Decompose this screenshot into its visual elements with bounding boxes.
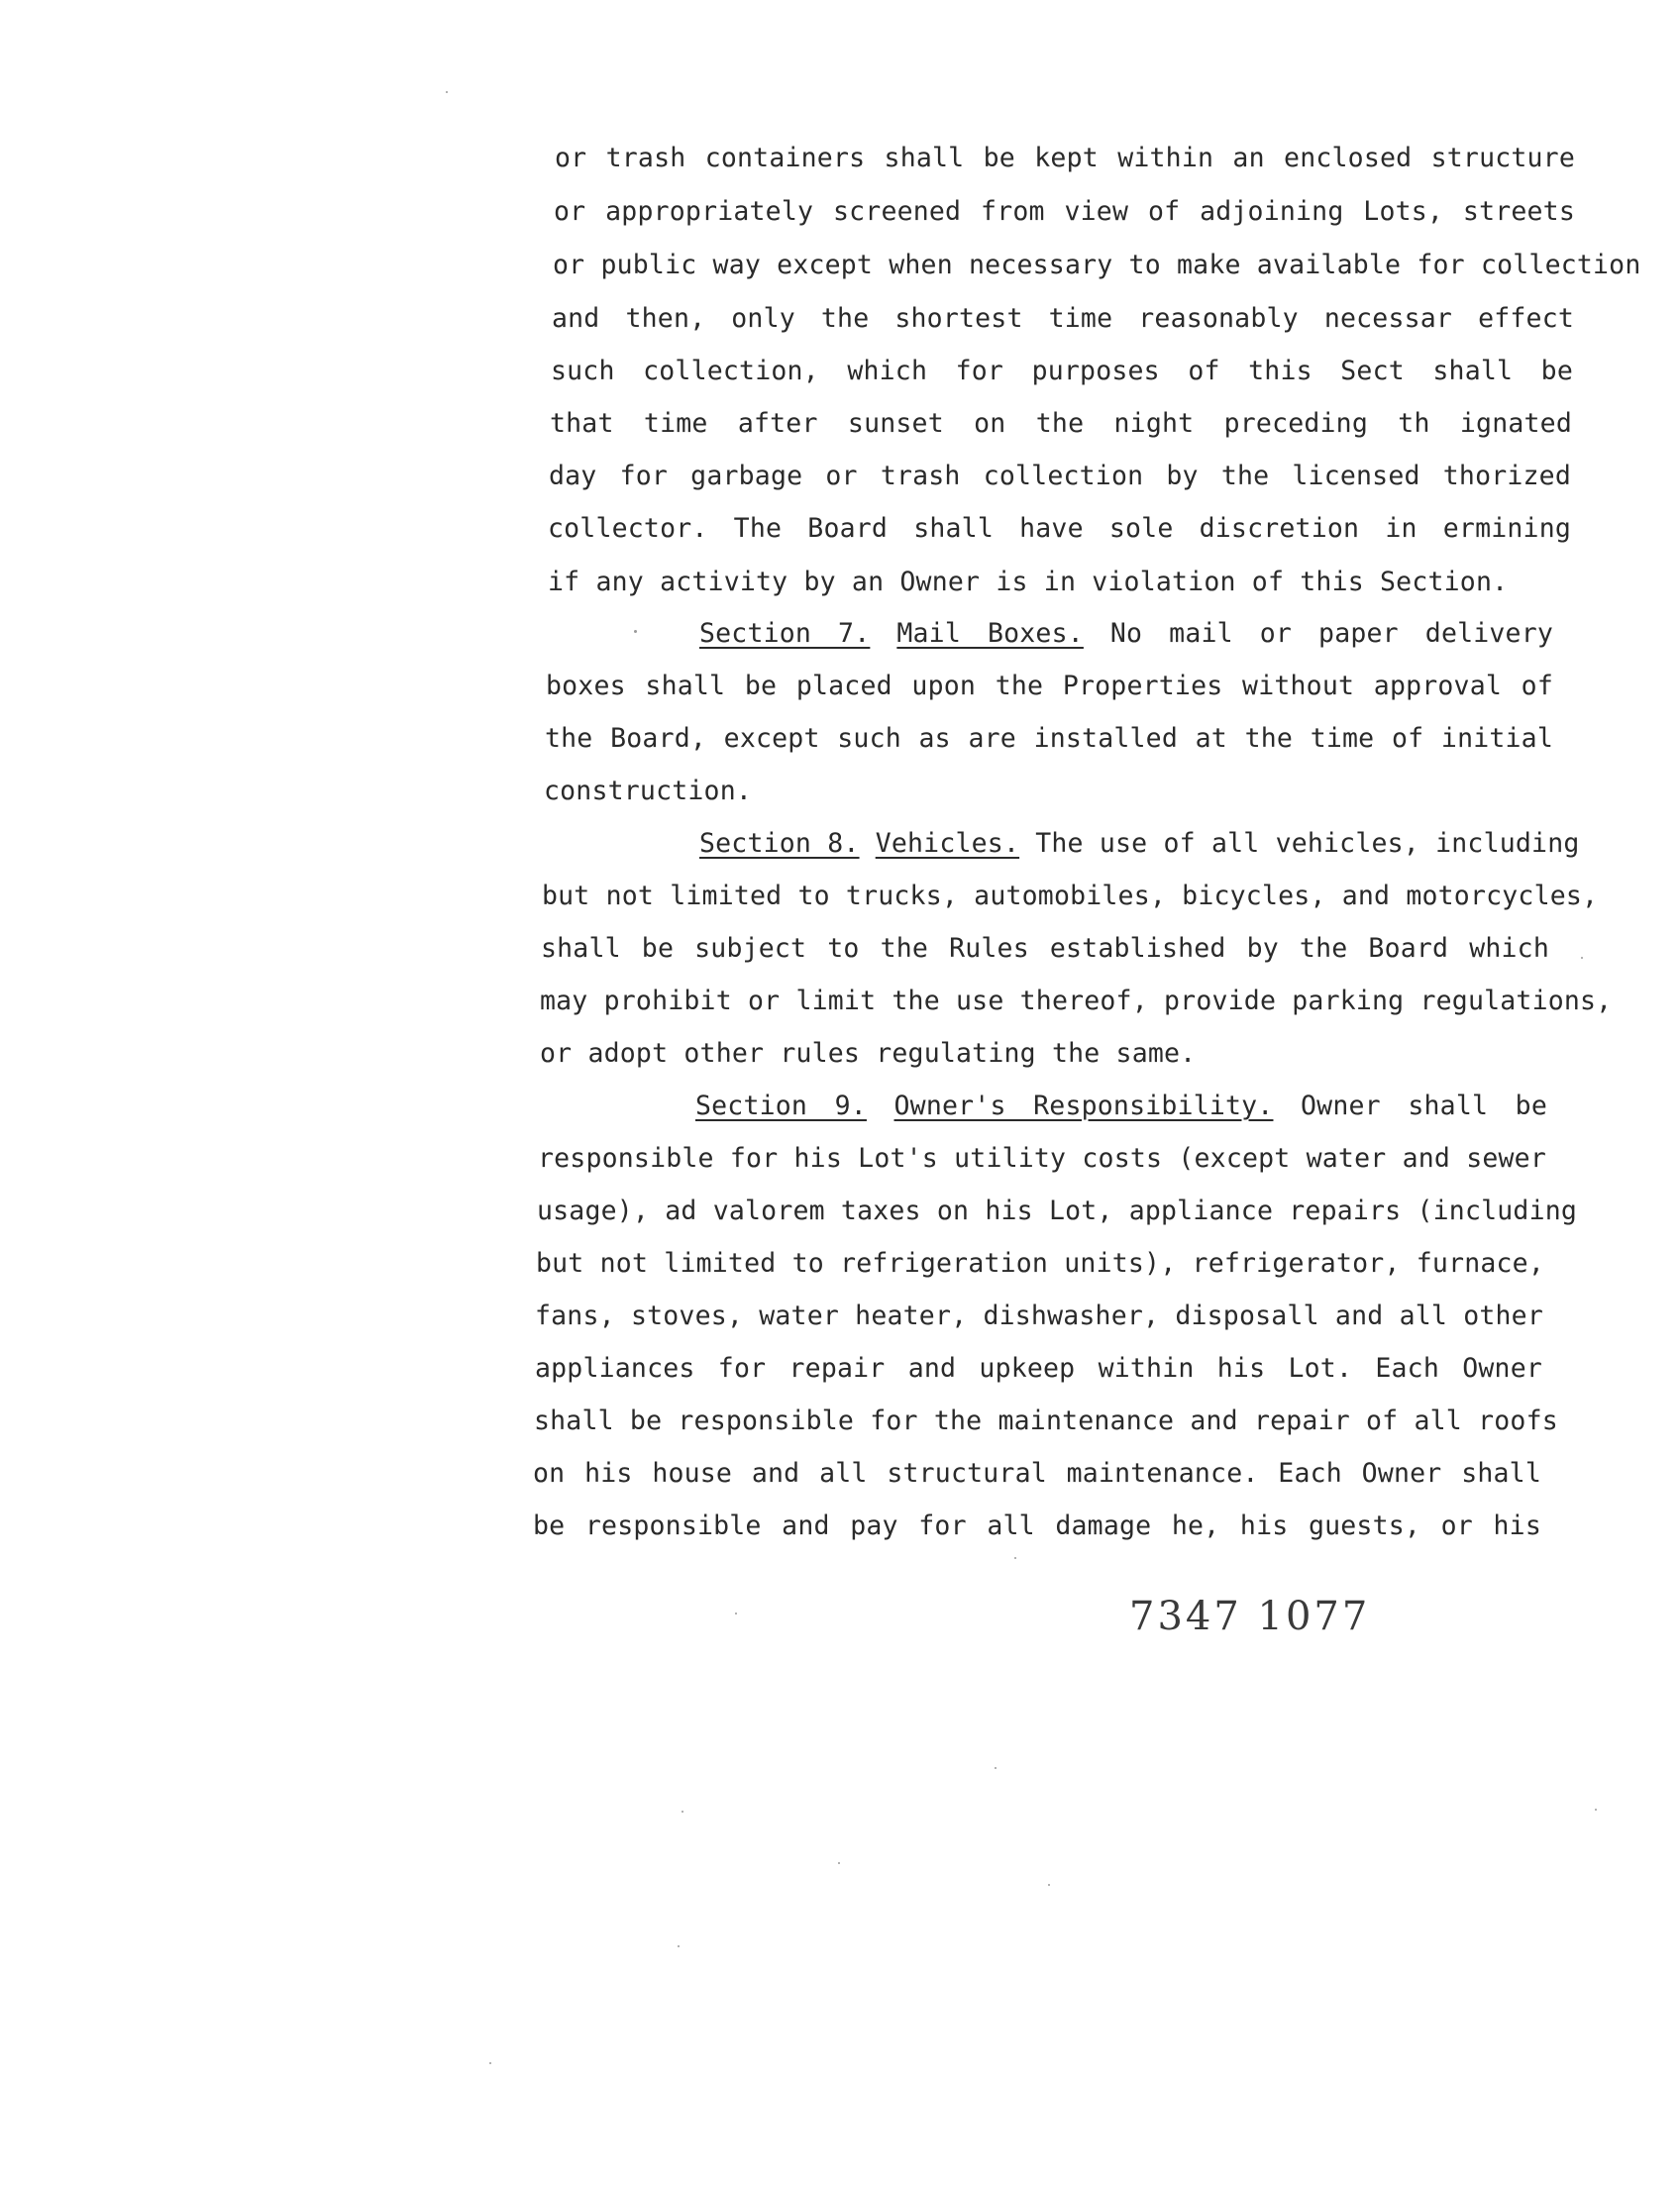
text-line: but not limited to refrigeration units), refrigerator, furnace, <box>536 1248 1544 1279</box>
scan-speck <box>838 1862 840 1864</box>
text-line: or trash containers shall be kept within an enclosed structure <box>555 143 1575 173</box>
section-9-text: Owner shall be <box>1301 1091 1547 1121</box>
text-line: may prohibit or limit the use thereof, provide parking regulations, <box>540 986 1613 1016</box>
scan-speck <box>1581 957 1583 959</box>
text-line: boxes shall be placed upon the Properties without approval of <box>546 671 1553 701</box>
text-line: or appropriately screened from view of adjoining Lots, streets <box>554 196 1575 227</box>
text-line: that time after sunset on the night preceding th ignated <box>550 408 1572 439</box>
text-line: shall be subject to the Rules established by the Board which <box>541 933 1549 964</box>
text-line: if any activity by an Owner is in violation of this Section. <box>548 567 1509 597</box>
text-line: construction. <box>544 776 753 806</box>
scan-speck <box>634 630 637 633</box>
text-line: the Board, except such as are installed at the time of initial <box>545 723 1553 754</box>
scan-speck <box>489 2062 491 2064</box>
text-line: on his house and all structural maintenance. Each Owner shall <box>533 1458 1541 1489</box>
section-7-title: Mail Boxes. <box>896 618 1084 649</box>
section-8-number: Section 8. <box>699 828 860 859</box>
section-7-text: No mail or paper delivery <box>1109 618 1554 649</box>
text-line: appliances for repair and upkeep within his Lot. Each Owner <box>535 1353 1542 1384</box>
text-line: usage), ad valorem taxes on his Lot, appliance repairs (including <box>537 1196 1578 1226</box>
section-8-title: Vehicles. <box>875 828 1020 859</box>
scan-speck <box>446 91 448 93</box>
text-line: be responsible and pay for all damage he, his guests, or his <box>533 1510 1541 1541</box>
section-9-number: Section 9. <box>695 1091 867 1121</box>
text-line: or public way except when necessary to make available for collection <box>553 250 1641 280</box>
text-line: or adopt other rules regulating the same. <box>540 1038 1197 1069</box>
text-line: shall be responsible for the maintenance and repair of all roofs <box>534 1406 1558 1436</box>
text-line: such collection, which for purposes of this Sect shall be <box>551 356 1573 386</box>
scan-speck <box>735 1613 737 1614</box>
text-line: and then, only the shortest time reasonably necessar effect <box>552 303 1574 334</box>
text-line: but not limited to trucks, automobiles, bicycles, and motorcycles, <box>542 881 1599 911</box>
section-8-text: The use of all vehicles, including <box>1035 828 1580 859</box>
scan-speck <box>1014 1557 1016 1559</box>
text-line: responsible for his Lot's utility costs (except water and sewer <box>538 1143 1546 1174</box>
section-7-number: Section 7. <box>699 618 871 649</box>
section-8-heading-line <box>699 828 1580 860</box>
section-7-heading-line <box>699 618 1553 650</box>
section-9-heading-line <box>695 1091 1547 1122</box>
section-9-title: Owner's Responsibility. <box>893 1091 1274 1121</box>
text-line: collector. The Board shall have sole discretion in ermining <box>548 513 1571 544</box>
text-line: day for garbage or trash collection by the licensed thorized <box>549 461 1571 491</box>
scan-speck <box>1048 1884 1050 1886</box>
scan-speck <box>678 1945 680 1947</box>
text-line: fans, stoves, water heater, dishwasher, disposall and all other <box>535 1301 1543 1331</box>
scan-speck <box>682 1811 683 1813</box>
scan-speck <box>995 1767 997 1769</box>
scan-speck <box>1595 1809 1597 1811</box>
page-number: 7347 1077 <box>1129 1594 1371 1639</box>
